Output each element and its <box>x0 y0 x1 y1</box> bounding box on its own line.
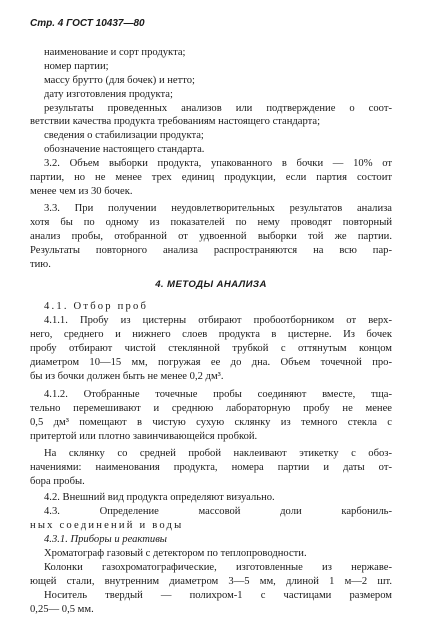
text-line: 0,25— 0,5 мм. <box>30 604 94 615</box>
text-line: ющей стали, внутренним диаметром 3—5 мм, длиной 1 м—2 шт. <box>30 576 392 587</box>
text-line: 4.3.1. Приборы и реактивы <box>44 534 167 545</box>
text-line: притертой или плотно завинчивающейся пробкой. <box>30 431 258 442</box>
text-line: хотя бы по одному из показателей по нему проводят повторный <box>30 217 392 228</box>
text-line: 3.2. Объем выборки продукта, упакованного в бочки — 10% от <box>44 158 392 169</box>
text-line: 0,5 дм³ помещают в чистую сухую склянку из темного стекла с <box>30 417 392 428</box>
text-line: начениями: наименования продукта, номера партии и даты от- <box>30 462 392 473</box>
text-line: обозначение настоящего стандарта. <box>44 144 205 155</box>
text-line: Результаты повторного анализа распространяются на всю пар- <box>30 245 392 256</box>
text-line: менее чем из 30 бочек. <box>30 186 133 197</box>
text-line: наименование и сорт продукта; <box>44 47 186 58</box>
text-line: Хроматограф газовый с детектором по теплопроводности. <box>44 548 307 559</box>
text-line: ных соединений и воды <box>30 520 184 531</box>
text-line: Носитель твердый — полихром-1 с частицами размером <box>44 590 392 601</box>
text-line: 4.2. Внешний вид продукта определяют визуально. <box>44 492 275 503</box>
text-line: 4.1. Отбор проб <box>44 301 149 312</box>
text-line: На склянку со средней пробой наклеивают этикетку с обоз- <box>44 448 392 459</box>
text-line: бы из бочки должен быть не менее 0,2 дм³. <box>30 371 224 382</box>
text-line: пробу отбирают чистой стеклянной трубкой с оттянутым концом <box>30 343 392 354</box>
text-line: 3.3. При получении неудовлетворительных результатов анализа <box>44 203 392 214</box>
text-line: 4.1.1. Пробу из цистерны отбирают пробоотборником от верх- <box>44 315 392 326</box>
text-line: дату изготовления продукта; <box>44 89 173 100</box>
text-line: бора пробы. <box>30 476 85 487</box>
text-line: тельно перемешивают и среднюю лабораторную пробу не менее <box>30 403 392 414</box>
text-line: партии, но не менее трех единиц продукции, если партия состоит <box>30 172 392 183</box>
text-line: тию. <box>30 259 51 270</box>
text-line: него, среднего и нижнего слоев продукта в цистерне. Из бочек <box>30 329 392 340</box>
text-line: сведения о стабилизации продукта; <box>44 130 204 141</box>
text-line: 4.3. Определение массовой доли карбониль- <box>44 506 392 517</box>
text-line: ветствии качества продукта требованиям настоящего стандарта; <box>30 116 321 127</box>
text-line: Колонки газохроматографические, изготовленные из нержаве- <box>44 562 392 573</box>
text-line: результаты проведенных анализов или подтверждение о соот- <box>44 103 392 114</box>
page-header: Стр. 4 ГОСТ 10437—80 <box>30 18 145 29</box>
section-title: 4. МЕТОДЫ АНАЛИЗА <box>155 279 267 290</box>
text-line: диаметром 10—15 мм, погружая ее до дна. Объем точечной про- <box>30 357 392 368</box>
text-line: номер партии; <box>44 61 109 72</box>
text-line: 4.1.2. Отобранные точечные пробы соединяют вместе, тща- <box>44 389 392 400</box>
text-line: анализ пробы, отобранной от удвоенной выборки той же партии. <box>30 231 392 242</box>
text-line: массу брутто (для бочек) и нетто; <box>44 75 195 86</box>
